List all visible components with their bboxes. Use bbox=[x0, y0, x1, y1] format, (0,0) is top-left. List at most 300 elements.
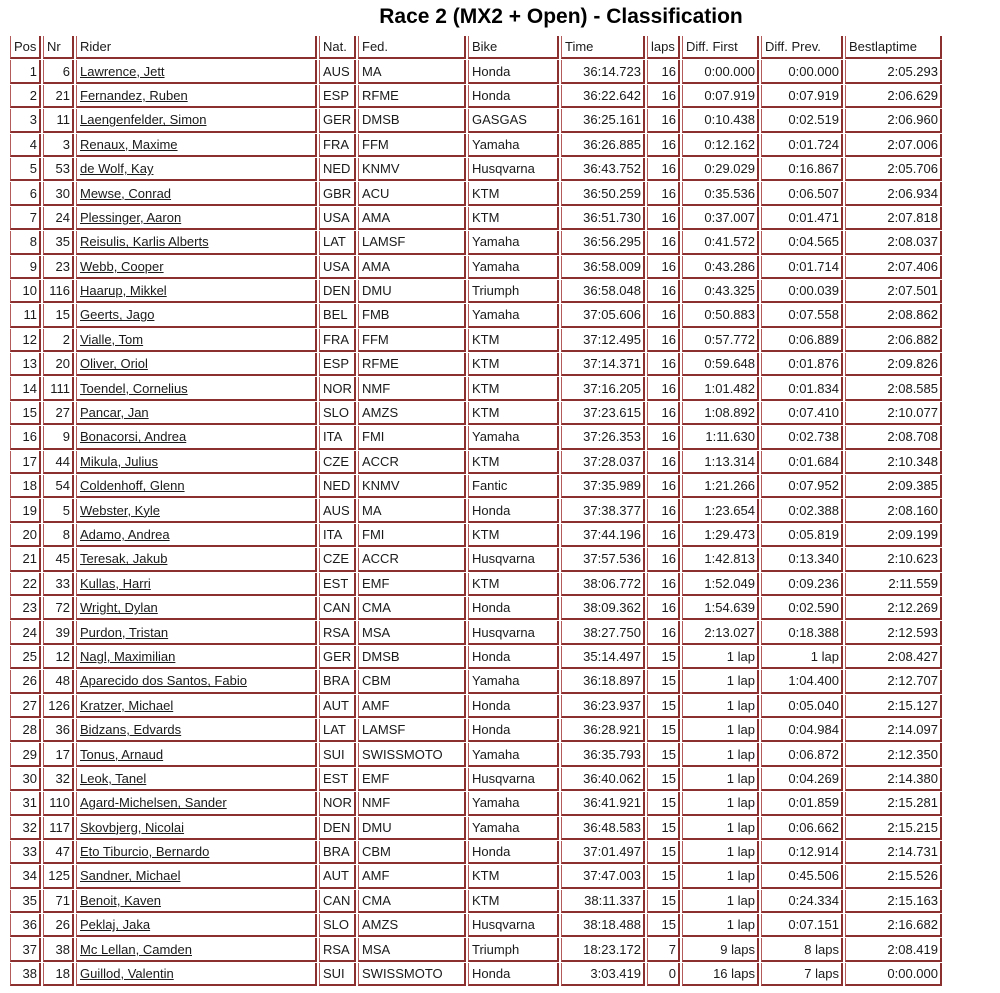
nr-cell: 21 bbox=[43, 85, 74, 108]
nr-cell: 44 bbox=[43, 451, 74, 474]
fed-cell: DMU bbox=[358, 280, 466, 303]
laps-cell: 16 bbox=[647, 524, 680, 547]
pos-cell: 22 bbox=[10, 573, 41, 596]
nat-cell: RSA bbox=[319, 938, 356, 961]
laps-cell: 16 bbox=[647, 451, 680, 474]
rider-link[interactable]: Eto Tiburcio, Bernardo bbox=[80, 844, 210, 860]
time-cell: 36:35.793 bbox=[561, 743, 645, 766]
bike-cell: Yamaha bbox=[468, 792, 559, 815]
column-header-fed[interactable]: Fed. bbox=[358, 36, 466, 59]
nat-cell: GBR bbox=[319, 182, 356, 205]
time-cell: 36:25.161 bbox=[561, 109, 645, 132]
bike-cell: Yamaha bbox=[468, 817, 559, 840]
bike-cell: KTM bbox=[468, 182, 559, 205]
nat-cell: NOR bbox=[319, 792, 356, 815]
bestlaptime-cell: 2:07.501 bbox=[845, 280, 942, 303]
rider-link[interactable]: Agard-Michelsen, Sander bbox=[80, 795, 227, 811]
nat-cell: SLO bbox=[319, 402, 356, 425]
table-body bbox=[10, 60, 942, 986]
fed-cell: CMA bbox=[358, 597, 466, 620]
diff-first-cell: 0:00.000 bbox=[682, 60, 759, 83]
table-row bbox=[10, 304, 942, 327]
bike-cell: Honda bbox=[468, 85, 559, 108]
pos-cell: 6 bbox=[10, 182, 41, 205]
laps-cell: 16 bbox=[647, 109, 680, 132]
fed-cell: RFME bbox=[358, 353, 466, 376]
table-row bbox=[10, 256, 942, 279]
fed-cell: FMI bbox=[358, 524, 466, 547]
pos-cell: 7 bbox=[10, 207, 41, 230]
rider-link[interactable]: Oliver, Oriol bbox=[80, 356, 148, 372]
fed-cell: CMA bbox=[358, 890, 466, 913]
table-row bbox=[10, 670, 942, 693]
column-header-time[interactable]: Time bbox=[561, 36, 645, 59]
bike-cell: Honda bbox=[468, 719, 559, 742]
pos-cell: 25 bbox=[10, 646, 41, 669]
laps-cell: 15 bbox=[647, 719, 680, 742]
table-row bbox=[10, 817, 942, 840]
bike-cell: KTM bbox=[468, 573, 559, 596]
pos-cell: 28 bbox=[10, 719, 41, 742]
rider-cell bbox=[76, 207, 317, 230]
nr-cell: 126 bbox=[43, 695, 74, 718]
fed-cell: AMA bbox=[358, 207, 466, 230]
fed-cell: ACCR bbox=[358, 451, 466, 474]
laps-cell: 15 bbox=[647, 817, 680, 840]
nat-cell: CAN bbox=[319, 890, 356, 913]
diff-prev-cell: 0:04.565 bbox=[761, 231, 843, 254]
pos-cell: 36 bbox=[10, 914, 41, 937]
pos-cell: 13 bbox=[10, 353, 41, 376]
bestlaptime-cell: 2:12.269 bbox=[845, 597, 942, 620]
diff-prev-cell: 0:07.151 bbox=[761, 914, 843, 937]
bike-cell: Yamaha bbox=[468, 670, 559, 693]
rider-link[interactable]: Reisulis, Karlis Alberts bbox=[80, 234, 209, 250]
diff-first-cell: 0:50.883 bbox=[682, 304, 759, 327]
rider-link[interactable]: Sandner, Michael bbox=[80, 868, 181, 884]
bestlaptime-cell: 2:15.281 bbox=[845, 792, 942, 815]
pos-cell: 15 bbox=[10, 402, 41, 425]
diff-prev-cell: 0:18.388 bbox=[761, 621, 843, 644]
diff-prev-cell: 0:06.872 bbox=[761, 743, 843, 766]
time-cell: 36:58.048 bbox=[561, 280, 645, 303]
column-header-nr[interactable]: Nr bbox=[43, 36, 74, 59]
bestlaptime-cell: 2:07.406 bbox=[845, 256, 942, 279]
bestlaptime-cell: 2:05.293 bbox=[845, 60, 942, 83]
time-cell: 38:11.337 bbox=[561, 890, 645, 913]
rider-link[interactable]: Renaux, Maxime bbox=[80, 136, 178, 152]
diff-first-cell: 0:07.919 bbox=[682, 85, 759, 108]
rider-link[interactable]: Nagl, Maximilian bbox=[80, 648, 176, 664]
rider-link[interactable]: Mikula, Julius bbox=[80, 453, 159, 469]
diff-first-cell: 0:29.029 bbox=[682, 158, 759, 181]
diff-prev-cell: 0:04.984 bbox=[761, 719, 843, 742]
diff-prev-cell: 8 laps bbox=[761, 938, 843, 961]
table-row bbox=[10, 280, 942, 303]
bestlaptime-cell: 2:15.526 bbox=[845, 865, 942, 888]
rider-link[interactable]: Aparecido dos Santos, Fabio bbox=[80, 673, 247, 689]
laps-cell: 15 bbox=[647, 646, 680, 669]
laps-cell: 15 bbox=[647, 768, 680, 791]
rider-link[interactable]: Peklaj, Jaka bbox=[80, 917, 151, 933]
nat-cell: AUT bbox=[319, 695, 356, 718]
fed-cell: DMSB bbox=[358, 646, 466, 669]
pos-cell: 24 bbox=[10, 621, 41, 644]
diff-first-cell: 1 lap bbox=[682, 670, 759, 693]
rider-cell bbox=[76, 963, 317, 986]
diff-first-cell: 9 laps bbox=[682, 938, 759, 961]
pos-cell: 27 bbox=[10, 695, 41, 718]
rider-link[interactable]: Lawrence, Jett bbox=[80, 63, 165, 79]
bike-cell: Yamaha bbox=[468, 304, 559, 327]
rider-link[interactable]: Fernandez, Ruben bbox=[80, 87, 188, 103]
bestlaptime-cell: 2:15.215 bbox=[845, 817, 942, 840]
rider-link[interactable]: Wright, Dylan bbox=[80, 600, 158, 616]
table-row bbox=[10, 695, 942, 718]
bike-cell: Yamaha bbox=[468, 426, 559, 449]
rider-link[interactable]: Laengenfelder, Simon bbox=[80, 112, 207, 128]
rider-link[interactable]: Benoit, Kaven bbox=[80, 892, 161, 908]
bestlaptime-cell: 2:07.006 bbox=[845, 134, 942, 157]
bestlaptime-cell: 2:08.862 bbox=[845, 304, 942, 327]
diff-prev-cell: 0:45.506 bbox=[761, 865, 843, 888]
pos-cell: 9 bbox=[10, 256, 41, 279]
diff-prev-cell: 0:07.952 bbox=[761, 475, 843, 498]
rider-link[interactable]: Adamo, Andrea bbox=[80, 527, 170, 542]
nr-cell: 125 bbox=[43, 865, 74, 888]
fed-cell: SWISSMOTO bbox=[358, 743, 466, 766]
column-header-pos[interactable]: Pos bbox=[10, 36, 41, 59]
rider-link[interactable]: Tonus, Arnaud bbox=[80, 746, 164, 762]
diff-prev-cell: 0:00.039 bbox=[761, 280, 843, 303]
rider-link[interactable]: Webster, Kyle bbox=[80, 502, 160, 518]
nat-cell: LAT bbox=[319, 231, 356, 254]
nr-cell: 9 bbox=[43, 426, 74, 449]
diff-prev-cell: 0:12.914 bbox=[761, 841, 843, 864]
fed-cell: AMZS bbox=[358, 914, 466, 937]
nr-cell: 26 bbox=[43, 914, 74, 937]
table-row bbox=[10, 451, 942, 474]
rider-cell bbox=[76, 792, 317, 815]
rider-link[interactable]: Leok, Tanel bbox=[80, 770, 147, 786]
nat-cell: NOR bbox=[319, 377, 356, 400]
bestlaptime-cell: 2:10.077 bbox=[845, 402, 942, 425]
diff-first-cell: 1:29.473 bbox=[682, 524, 759, 547]
pos-cell: 4 bbox=[10, 134, 41, 157]
diff-prev-cell: 0:01.876 bbox=[761, 353, 843, 376]
bike-cell: Yamaha bbox=[468, 743, 559, 766]
rider-cell bbox=[76, 768, 317, 791]
time-cell: 37:44.196 bbox=[561, 524, 645, 547]
time-cell: 37:38.377 bbox=[561, 499, 645, 522]
nr-cell: 30 bbox=[43, 182, 74, 205]
rider-link[interactable]: Teresak, Jakub bbox=[80, 551, 168, 567]
rider-cell bbox=[76, 158, 317, 181]
nr-cell: 45 bbox=[43, 548, 74, 571]
pos-cell: 5 bbox=[10, 158, 41, 181]
nr-cell: 23 bbox=[43, 256, 74, 279]
rider-cell bbox=[76, 426, 317, 449]
bestlaptime-cell: 2:06.882 bbox=[845, 329, 942, 352]
diff-first-cell: 1 lap bbox=[682, 719, 759, 742]
nat-cell: GER bbox=[319, 646, 356, 669]
rider-link[interactable]: de Wolf, Kay bbox=[80, 161, 154, 177]
column-header-laps[interactable]: laps bbox=[647, 36, 680, 59]
bestlaptime-cell: 2:12.707 bbox=[845, 670, 942, 693]
fed-cell: AMZS bbox=[358, 402, 466, 425]
table-row bbox=[10, 353, 942, 376]
diff-prev-cell: 0:01.834 bbox=[761, 377, 843, 400]
nr-cell: 110 bbox=[43, 792, 74, 815]
time-cell: 37:28.037 bbox=[561, 451, 645, 474]
rider-link[interactable]: Mewse, Conrad bbox=[80, 185, 172, 201]
nr-cell: 18 bbox=[43, 963, 74, 986]
fed-cell: DMSB bbox=[358, 109, 466, 132]
diff-first-cell: 0:43.286 bbox=[682, 256, 759, 279]
time-cell: 36:22.642 bbox=[561, 85, 645, 108]
rider-cell bbox=[76, 377, 317, 400]
nr-cell: 2 bbox=[43, 329, 74, 352]
rider-cell bbox=[76, 329, 317, 352]
rider-link[interactable]: Coldenhoff, Glenn bbox=[80, 478, 185, 494]
fed-cell: SWISSMOTO bbox=[358, 963, 466, 986]
table-row bbox=[10, 109, 942, 132]
rider-cell bbox=[76, 597, 317, 620]
pos-cell: 2 bbox=[10, 85, 41, 108]
rider-link[interactable]: Plessinger, Aaron bbox=[80, 209, 182, 225]
pos-cell: 10 bbox=[10, 280, 41, 303]
diff-prev-cell: 0:07.558 bbox=[761, 304, 843, 327]
bike-cell: KTM bbox=[468, 865, 559, 888]
fed-cell: EMF bbox=[358, 573, 466, 596]
nr-cell: 27 bbox=[43, 402, 74, 425]
diff-prev-cell: 0:01.859 bbox=[761, 792, 843, 815]
rider-link[interactable]: Webb, Cooper bbox=[80, 258, 164, 274]
rider-cell bbox=[76, 231, 317, 254]
fed-cell: MA bbox=[358, 60, 466, 83]
diff-first-cell: 1 lap bbox=[682, 914, 759, 937]
bike-cell: Husqvarna bbox=[468, 914, 559, 937]
pos-cell: 20 bbox=[10, 524, 41, 547]
column-header-diff-first[interactable]: Diff. First bbox=[682, 36, 759, 59]
rider-link[interactable]: Kratzer, Michael bbox=[80, 697, 174, 713]
table-row bbox=[10, 60, 942, 83]
time-cell: 36:18.897 bbox=[561, 670, 645, 693]
diff-first-cell: 0:57.772 bbox=[682, 329, 759, 352]
diff-first-cell: 1:54.639 bbox=[682, 597, 759, 620]
bestlaptime-cell: 2:09.385 bbox=[845, 475, 942, 498]
diff-first-cell: 16 laps bbox=[682, 963, 759, 986]
rider-cell bbox=[76, 109, 317, 132]
column-header-rider[interactable]: Rider bbox=[76, 36, 317, 59]
diff-first-cell: 1 lap bbox=[682, 792, 759, 815]
laps-cell: 16 bbox=[647, 304, 680, 327]
time-cell: 37:16.205 bbox=[561, 377, 645, 400]
bestlaptime-cell: 2:14.380 bbox=[845, 768, 942, 791]
rider-link[interactable]: Geerts, Jago bbox=[80, 307, 155, 323]
laps-cell: 16 bbox=[647, 158, 680, 181]
diff-first-cell: 1:11.630 bbox=[682, 426, 759, 449]
nat-cell: AUS bbox=[319, 499, 356, 522]
time-cell: 37:57.536 bbox=[561, 548, 645, 571]
nr-cell: 38 bbox=[43, 938, 74, 961]
nat-cell: ITA bbox=[319, 524, 356, 547]
time-cell: 37:14.371 bbox=[561, 353, 645, 376]
rider-cell bbox=[76, 182, 317, 205]
column-header-nat[interactable]: Nat. bbox=[319, 36, 356, 59]
rider-link[interactable]: Purdon, Tristan bbox=[80, 624, 169, 640]
nat-cell: USA bbox=[319, 256, 356, 279]
fed-cell: FFM bbox=[358, 134, 466, 157]
rider-cell bbox=[76, 817, 317, 840]
bike-cell: KTM bbox=[468, 402, 559, 425]
rider-cell bbox=[76, 304, 317, 327]
nr-cell: 53 bbox=[43, 158, 74, 181]
table-row bbox=[10, 134, 942, 157]
bestlaptime-cell: 2:08.708 bbox=[845, 426, 942, 449]
rider-cell bbox=[76, 865, 317, 888]
diff-first-cell: 1:13.314 bbox=[682, 451, 759, 474]
diff-prev-cell: 0:06.507 bbox=[761, 182, 843, 205]
time-cell: 37:35.989 bbox=[561, 475, 645, 498]
diff-first-cell: 1 lap bbox=[682, 768, 759, 791]
nat-cell: GER bbox=[319, 109, 356, 132]
nat-cell: SUI bbox=[319, 963, 356, 986]
rider-link[interactable]: Mc Lellan, Camden bbox=[80, 941, 192, 957]
table-row bbox=[10, 231, 942, 254]
diff-first-cell: 1:21.266 bbox=[682, 475, 759, 498]
rider-link[interactable]: Pancar, Jan bbox=[80, 405, 149, 421]
nat-cell: BRA bbox=[319, 841, 356, 864]
laps-cell: 16 bbox=[647, 256, 680, 279]
pos-cell: 1 bbox=[10, 60, 41, 83]
fed-cell: CBM bbox=[358, 670, 466, 693]
pos-cell: 16 bbox=[10, 426, 41, 449]
time-cell: 36:58.009 bbox=[561, 256, 645, 279]
rider-cell bbox=[76, 719, 317, 742]
diff-prev-cell: 0:07.410 bbox=[761, 402, 843, 425]
bike-cell: KTM bbox=[468, 890, 559, 913]
diff-prev-cell: 0:02.388 bbox=[761, 499, 843, 522]
rider-link[interactable]: Skovbjerg, Nicolai bbox=[80, 819, 185, 835]
table-row bbox=[10, 841, 942, 864]
pos-cell: 21 bbox=[10, 548, 41, 571]
bike-cell: KTM bbox=[468, 377, 559, 400]
bike-cell: Fantic bbox=[468, 475, 559, 498]
pos-cell: 14 bbox=[10, 377, 41, 400]
bestlaptime-cell: 2:06.960 bbox=[845, 109, 942, 132]
diff-prev-cell: 0:09.236 bbox=[761, 573, 843, 596]
pos-cell: 17 bbox=[10, 451, 41, 474]
diff-prev-cell: 0:05.040 bbox=[761, 695, 843, 718]
nat-cell: FRA bbox=[319, 134, 356, 157]
diff-first-cell: 1 lap bbox=[682, 865, 759, 888]
table-row bbox=[10, 621, 942, 644]
nat-cell: BEL bbox=[319, 304, 356, 327]
diff-prev-cell: 0:01.471 bbox=[761, 207, 843, 230]
rider-link[interactable]: Vialle, Tom bbox=[80, 331, 144, 347]
rider-link[interactable]: Bonacorsi, Andrea bbox=[80, 429, 187, 445]
nr-cell: 39 bbox=[43, 621, 74, 644]
bestlaptime-cell: 2:08.037 bbox=[845, 231, 942, 254]
nr-cell: 47 bbox=[43, 841, 74, 864]
column-header-diff-prev[interactable]: Diff. Prev. bbox=[761, 36, 843, 59]
pos-cell: 35 bbox=[10, 890, 41, 913]
laps-cell: 15 bbox=[647, 743, 680, 766]
diff-first-cell: 1 lap bbox=[682, 841, 759, 864]
nat-cell: BRA bbox=[319, 670, 356, 693]
rider-link[interactable]: Guillod, Valentin bbox=[80, 966, 174, 982]
diff-first-cell: 1:08.892 bbox=[682, 402, 759, 425]
nat-cell: CZE bbox=[319, 451, 356, 474]
table-row bbox=[10, 85, 942, 108]
bestlaptime-cell: 2:11.559 bbox=[845, 573, 942, 596]
nr-cell: 117 bbox=[43, 817, 74, 840]
time-cell: 36:50.259 bbox=[561, 182, 645, 205]
table-row bbox=[10, 207, 942, 230]
nat-cell: LAT bbox=[319, 719, 356, 742]
table-row bbox=[10, 426, 942, 449]
time-cell: 36:23.937 bbox=[561, 695, 645, 718]
nat-cell: NED bbox=[319, 475, 356, 498]
table-row bbox=[10, 499, 942, 522]
nat-cell: DEN bbox=[319, 280, 356, 303]
rider-cell bbox=[76, 499, 317, 522]
nr-cell: 33 bbox=[43, 573, 74, 596]
rider-cell bbox=[76, 256, 317, 279]
bestlaptime-cell: 2:14.731 bbox=[845, 841, 942, 864]
rider-cell bbox=[76, 548, 317, 571]
table-row bbox=[10, 646, 942, 669]
diff-first-cell: 1:52.049 bbox=[682, 573, 759, 596]
rider-link[interactable]: Haarup, Mikkel bbox=[80, 283, 167, 299]
time-cell: 36:43.752 bbox=[561, 158, 645, 181]
rider-link[interactable]: Toendel, Cornelius bbox=[80, 380, 188, 396]
bike-cell: KTM bbox=[468, 207, 559, 230]
column-header-bestlaptime[interactable]: Bestlaptime bbox=[845, 36, 942, 59]
laps-cell: 16 bbox=[647, 499, 680, 522]
nat-cell: DEN bbox=[319, 817, 356, 840]
diff-prev-cell: 0:02.738 bbox=[761, 426, 843, 449]
rider-link[interactable]: Bidzans, Edvards bbox=[80, 722, 182, 738]
laps-cell: 16 bbox=[647, 426, 680, 449]
time-cell: 38:27.750 bbox=[561, 621, 645, 644]
table-row bbox=[10, 597, 942, 620]
rider-cell bbox=[76, 451, 317, 474]
diff-first-cell: 1:01.482 bbox=[682, 377, 759, 400]
nat-cell: NED bbox=[319, 158, 356, 181]
table-row bbox=[10, 475, 942, 498]
laps-cell: 16 bbox=[647, 573, 680, 596]
nr-cell: 35 bbox=[43, 231, 74, 254]
fed-cell: MSA bbox=[358, 938, 466, 961]
table-row bbox=[10, 573, 942, 596]
laps-cell: 16 bbox=[647, 597, 680, 620]
diff-first-cell: 0:59.648 bbox=[682, 353, 759, 376]
nr-cell: 72 bbox=[43, 597, 74, 620]
diff-prev-cell: 0:06.889 bbox=[761, 329, 843, 352]
nat-cell: ESP bbox=[319, 353, 356, 376]
rider-link[interactable]: Kullas, Harri bbox=[80, 575, 151, 591]
bestlaptime-cell: 2:08.160 bbox=[845, 499, 942, 522]
nr-cell: 5 bbox=[43, 499, 74, 522]
time-cell: 37:05.606 bbox=[561, 304, 645, 327]
bike-cell: Husqvarna bbox=[468, 621, 559, 644]
fed-cell: AMA bbox=[358, 256, 466, 279]
column-header-bike[interactable]: Bike bbox=[468, 36, 559, 59]
bike-cell: GASGAS bbox=[468, 109, 559, 132]
diff-first-cell: 1 lap bbox=[682, 743, 759, 766]
